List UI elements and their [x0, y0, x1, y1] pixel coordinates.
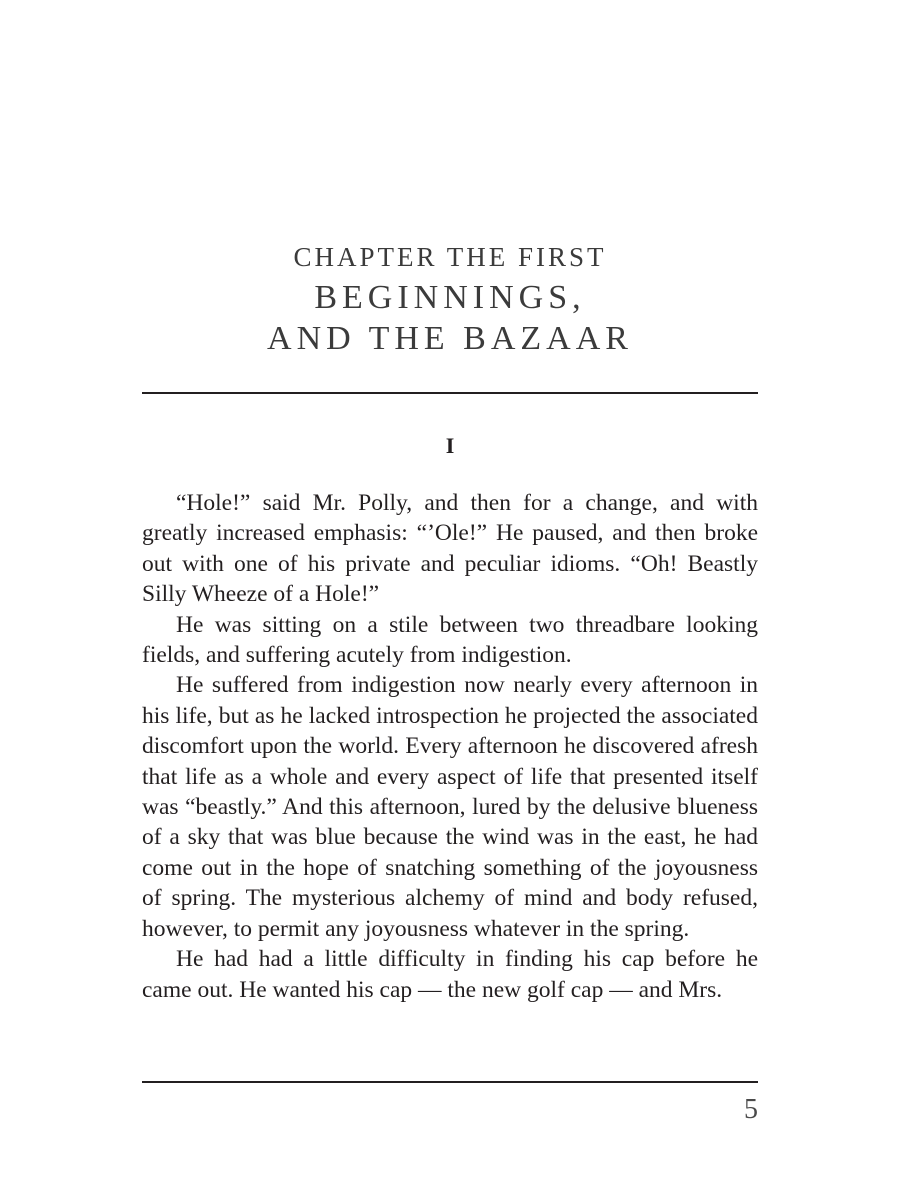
body-text [142, 488, 758, 1005]
chapter-heading [142, 238, 758, 358]
paragraph: He was sitting on a stile between two threadbare looking fields, and suffering acutely from indigestion. [142, 611, 758, 669]
chapter-title-line-1: BEGINNINGS, [314, 279, 586, 316]
chapter-label: CHAPTER THE FIRST [293, 242, 607, 272]
page-number: 5 [744, 1094, 758, 1125]
paragraph: He suffered from indigestion now nearly every afternoon in his life, but as he lacked introspection he projected the associated discomfort upon the world. Every afternoon he discovered afresh that life as a whole and every aspect of life that presented itself was “beastly.” And this afternoon, lured by the delusive blueness of a sky that was blue because the wind was in the east, he had come out in the hope of snatching something of the joyousness of spring. The mysterious alchemy of mind and body refused, however, to permit any joyousness whatever in the spring. [142, 672, 758, 942]
chapter-title-line-2: AND THE BAZAAR [267, 320, 633, 357]
top-divider [142, 392, 758, 394]
bottom-divider [142, 1081, 758, 1083]
section-number: I [445, 433, 455, 458]
paragraph: He had had a little difficulty in finding his cap before he came out. He wanted his cap — the new golf cap — and Mrs. [142, 946, 758, 1003]
paragraph: “Hole!” said Mr. Polly, and then for a change, and with greatly increased emphasis: “’Ole!” He paused, and then broke out with one of his private and peculiar idioms. “Oh! Beastly Silly Wheeze of a Hole!” [142, 490, 758, 608]
